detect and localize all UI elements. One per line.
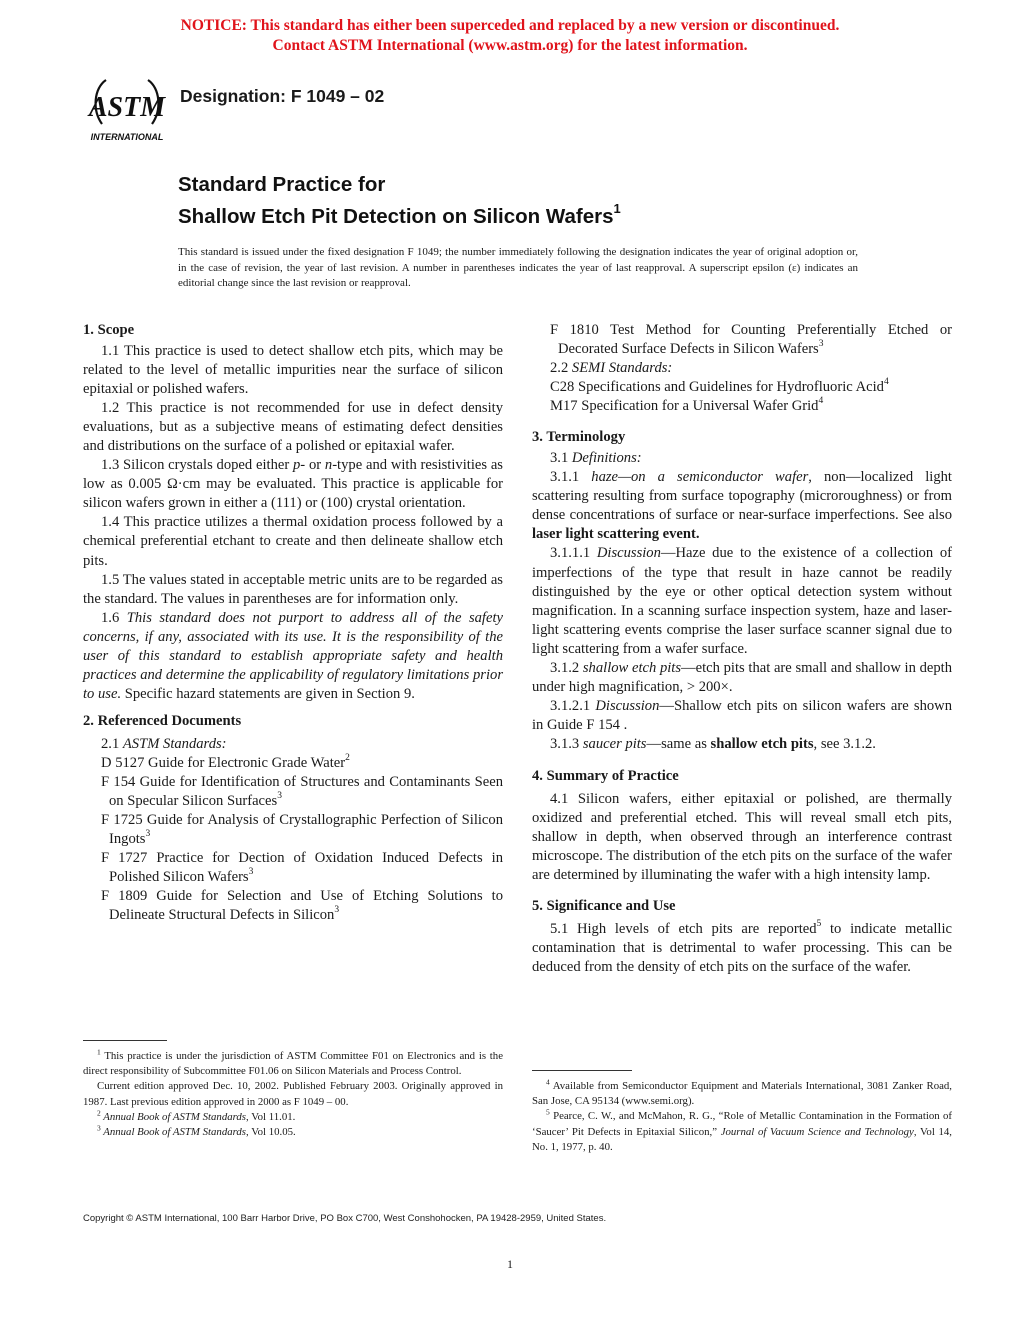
discussion-haze: 3.1.1.1 Discussion—Haze due to the existence of a collection of imperfections of the type that result in haze cannot be readily distinguished by the eye or other optical detection system without magnification. In a scanning surface inspection system, haze and laser-light scattering events comprise the laser surface scanner signal due to light scattering from a wafer surface. — [532, 545, 952, 657]
footnote-3: $^3$ Annual Book of ASTM Standards, Vol 10.05. — [97, 1123, 296, 1139]
paragraph-1-3: 1.3 Silicon crystals doped either p- or n-type and with resistivities as low as 0.005 Ω·cm may be evaluated. This practice is applicable for silicon wafers grown in either a (111) or (100) crystal orientation. — [83, 457, 503, 512]
footnote-2: $^2$ Annual Book of ASTM Standards, Vol 11.01. — [97, 1108, 296, 1123]
footnotes-right — [532, 1079, 952, 1155]
paragraph-1-2: 1.2 This practice is not recommended for use in defect density evaluations, but as a subjective means of estimating defect densities and distributions on the surface of a polished or epitaxial wafer. — [83, 400, 503, 455]
document-title — [178, 172, 621, 230]
section-heading-significance: 5. Significance and Use — [532, 898, 676, 915]
logo-text: ASTM — [88, 92, 166, 123]
footnote-1b: Current edition approved Dec. 10, 2002. Published February 2003. Originally approved in 1987. Last previous edition approved in 2000 as F 1049 – 00. — [83, 1080, 503, 1108]
paragraph-4-1: 4.1 Silicon wafers, either epitaxial or polished, are thermally oxidized and preferential etched. This will reveal small etch pits, shallow in depth, when observed through an interference contrast microscope. The distribution of the etch pits on the surface of the wafer are determined by illuminating the wafer with a high intensity lamp. — [532, 790, 952, 884]
footnote-1: $^1$ This practice is under the jurisdiction of ASTM Committee F01 on Electronics and is the direct responsibility of Subcommittee F01.06 on Silicon Materials and Process Control. — [83, 1047, 503, 1078]
subheading-semi-standards: 2.2 SEMI Standards: — [550, 360, 673, 377]
footnote-5: $^5$ Pearce, C. W., and McMahon, R. G., “Role of Metallic Contamination in the Formation of ‘Saucer’ Pit Defects in Epitaxial Silicon,” Journal of Vacuum Science and Technology, Vol 14, No. 1, 1977, p. 40. — [532, 1107, 952, 1153]
footnote-rule-right — [532, 1070, 632, 1071]
copyright-line: Copyright © ASTM International, 100 Barr Harbor Drive, PO Box C700, West Conshohocken, PA 19428-2959, United States. — [83, 1213, 607, 1224]
designation: Designation: F 1049 – 02 — [180, 86, 385, 106]
logo-subtext: INTERNATIONAL — [90, 132, 164, 142]
reference-item: F 1810 Test Method for Counting Preferentially Etched or Decorated Surface Defects in Silicon Wafers$^3$ — [550, 322, 952, 358]
reference-item: F 1725 Guide for Analysis of Crystallographic Perfection of Silicon Ingots$^3$ — [101, 812, 503, 848]
definition-saucer-pits: 3.1.3 saucer pits—same as shallow etch pits, see 3.1.2. — [550, 735, 876, 752]
reference-item: F 1727 Practice for Dection of Oxidation Induced Defects in Polished Silicon Wafers$^3$ — [101, 850, 503, 886]
discussion-shallow-etch-pits: 3.1.2.1 Discussion—Shallow etch pits on silicon wafers are shown in Guide F 154 . — [532, 697, 953, 733]
title-line-1: Standard Practice for — [178, 173, 386, 196]
notice-line-2: Contact ASTM International (www.astm.org) for the latest information. — [272, 36, 748, 54]
left-column — [83, 321, 503, 925]
issued-note: This standard is issued under the fixed designation F 1049; the number immediately following the designation indicates the year of original adoption or, in the case of revision, the year of last revision. A number in parentheses indicates the year of last reapproval. A superscript epsilon (ε) indicates an editorial change since the last revision or reapproval. — [178, 246, 858, 289]
footnote-rule-left — [83, 1040, 167, 1041]
right-column — [532, 321, 952, 977]
section-heading-summary: 4. Summary of Practice — [532, 767, 679, 784]
semi-reference-item: C28 Specifications and Guidelines for Hydrofluoric Acid$^4$ — [550, 377, 889, 396]
paragraph-1-1: 1.1 This practice is used to detect shallow etch pits, which may be related to the level of metallic impurities near the surface of silicon epitaxial or polished wafers. — [83, 343, 503, 398]
subheading-astm-standards: 2.1 ASTM Standards: — [101, 735, 227, 752]
footnote-4: $^4$ Available from Semiconductor Equipment and Materials International, 3081 Zanker Road, San Jose, CA 95134 (www.semi.org). — [532, 1077, 952, 1108]
subheading-definitions: 3.1 Definitions: — [550, 450, 642, 467]
astm-logo — [84, 74, 170, 148]
paragraph-1-6: 1.6 This standard does not purport to address all of the safety concerns, if any, associated with its use. It is the responsibility of the user of this standard to establish appropriate safety and health practices and determine the applicability of regulatory limitations prior to use. Specific hazard statements are given in Section 9. — [83, 609, 503, 702]
definition-haze: 3.1.1 haze—on a semiconductor wafer, non—localized light scattering resulting from surface topography (microroughness) or from dense concentrations of surface or near-surface imperfections. See also laser light scattering event. — [532, 469, 952, 543]
reference-item: D 5127 Guide for Electronic Grade Water$^2$ — [101, 753, 350, 771]
notice-banner — [0, 16, 1020, 55]
title-line-2: Shallow Etch Pit Detection on Silicon Wafers$^1$ — [178, 201, 621, 228]
paragraph-5-1: 5.1 High levels of etch pits are reported$^5$ to indicate metallic contamination that is detrimental to wafer processing. This can be deduced from the density of etch pits on the surface of the wafer. — [532, 919, 952, 976]
notice-line-1: NOTICE: This standard has either been superceded and replaced by a new version or discontinued. — [180, 17, 840, 34]
page-number: 1 — [507, 1257, 513, 1271]
semi-reference-item: M17 Specification for a Universal Wafer Grid$^4$ — [550, 396, 824, 415]
section-heading-terminology: 3. Terminology — [532, 429, 626, 446]
section-heading-scope: 1. Scope — [83, 322, 135, 338]
definition-shallow-etch-pits: 3.1.2 shallow etch pits—etch pits that are small and shallow in depth under high magnification, > 200×. — [532, 659, 953, 695]
paragraph-1-4: 1.4 This practice utilizes a thermal oxidation process followed by a chemical preferential etchant to create and then delineate shallow etch pits. — [83, 514, 503, 569]
reference-item: F 1809 Guide for Selection and Use of Etching Solutions to Delineate Structural Defects in Silicon$^3$ — [101, 888, 503, 924]
footnotes-left — [83, 1049, 503, 1140]
paragraph-1-5: 1.5 The values stated in acceptable metric units are to be regarded as the standard. The values in parentheses are for information only. — [83, 571, 503, 607]
reference-item: F 154 Guide for Identification of Structures and Contaminants Seen on Specular Silicon Surfaces$^3$ — [101, 773, 503, 810]
section-heading-referenced: 2. Referenced Documents — [83, 712, 242, 729]
